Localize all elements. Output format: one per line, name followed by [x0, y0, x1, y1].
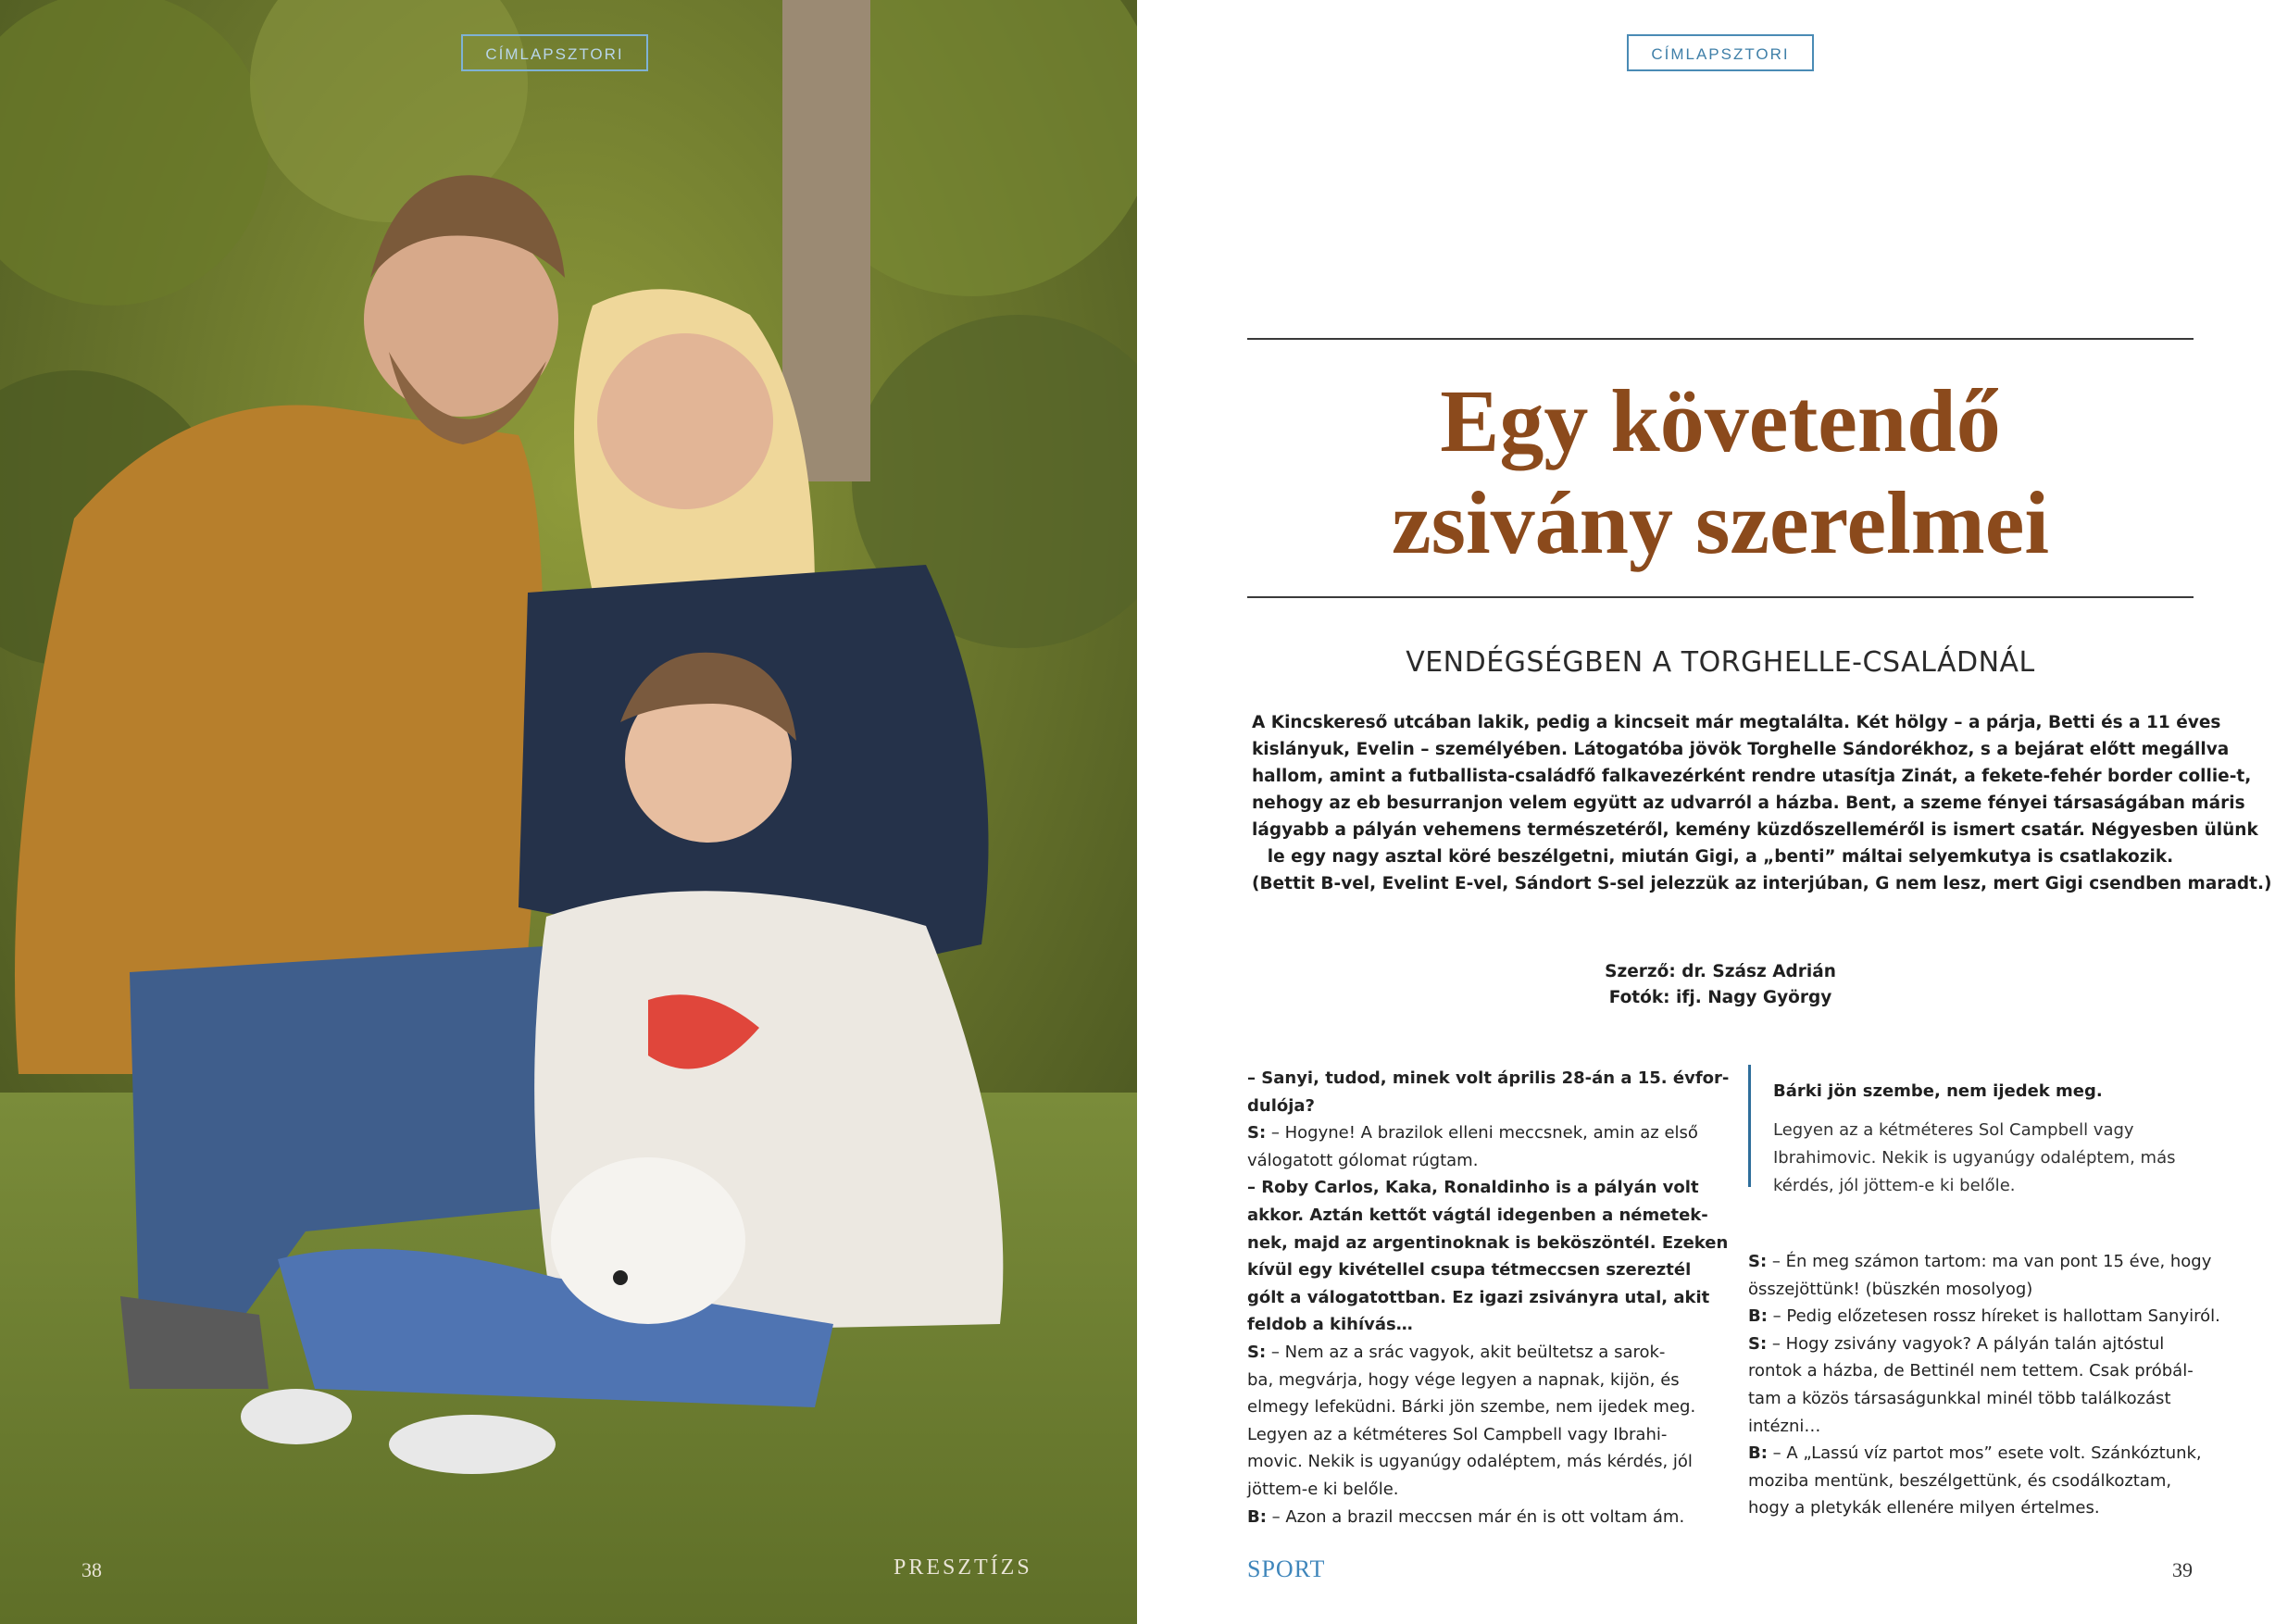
page-number-right: 39: [2172, 1558, 2193, 1581]
speaker-label: B:: [1748, 1443, 1768, 1464]
interview-answer-line: [1748, 1303, 2220, 1330]
interview-answer-line: movic. Nekik is ugyanúgy odaléptem, más kérdés, jól: [1247, 1452, 1693, 1472]
page-number-left: 38: [81, 1558, 102, 1581]
pull-quote-line: kérdés, jól jöttem-e ki belőle.: [1773, 1176, 2016, 1195]
interview-answer-line: [1247, 1339, 1710, 1367]
interview-answer-line: jöttem-e ki belőle.: [1247, 1479, 1399, 1499]
article-column-right: [1748, 1248, 2220, 1522]
lead-line: hallom, amint a futballista-családfő falkavezérként rendre utasítja Zinát, a fekete-fehér border collie-t,: [1252, 767, 2252, 786]
article-column-left: [1247, 1065, 1730, 1530]
article-credits: [1247, 959, 2194, 1011]
answer-text: – Én meg számon tartom: ma van pont 15 éve, hogy: [1767, 1252, 2212, 1271]
lead-line: A Kincskereső utcában lakik, pedig a kincseit már megtalálta. Két hölgy – a párja, Betti és a 11 éves: [1252, 713, 2221, 732]
interview-answer-line: ba, megvárja, hogy vége legyen a napnak, kijön, és: [1247, 1369, 1680, 1390]
interview-question-line: nek, majd az argentinoknak is beköszöntél. Ezeken: [1247, 1232, 1729, 1253]
title-line-1: Egy követendő: [1440, 371, 2001, 470]
title-rule-bottom: [1247, 596, 2194, 598]
lead-line: nehogy az eb besurranjon velem együtt az udvarról a házba. Bent, a szeme fényei társaságában máris: [1252, 793, 2245, 813]
lead-line: lágyabb a pályán vehemens természetéről, kemény küzdőszelleméről is ismert csatár. Négyesben ülünk: [1252, 820, 2258, 840]
interview-answer-line: Legyen az a kétméteres Sol Campbell vagy Ibrahi-: [1247, 1424, 1668, 1444]
interview-question-line: – Roby Carlos, Kaka, Ronaldinho is a pályán volt: [1247, 1178, 1699, 1198]
interview-answer-line: válogatott gólomat rúgtam.: [1247, 1150, 1479, 1170]
interview-answer-line: [1748, 1330, 2202, 1358]
answer-text: – Nem az a srác vagyok, akit beültetsz a sarok-: [1266, 1342, 1666, 1362]
interview-question-line: kívül egy kivétellel csupa tétmeccsen szereztél: [1247, 1260, 1692, 1280]
pull-quote: [1748, 1065, 2194, 1195]
speaker-label: S:: [1748, 1333, 1768, 1354]
article-lead: [1252, 709, 2272, 897]
interview-question-line: gólt a válogatottban. Ez igazi zsiványra utal, akit: [1247, 1287, 1710, 1307]
interview-answer-line: intézni…: [1748, 1416, 1821, 1436]
interview-question-line: dulója?: [1247, 1095, 1315, 1116]
interview-answer-line: rontok a házba, de Bettinél nem tettem. Csak próbál-: [1748, 1361, 2194, 1381]
pull-quote-line: Ibrahimovic. Nekik is ugyanúgy odaléptem, más: [1773, 1148, 2176, 1168]
answer-text: – Hogyne! A brazilok elleni meccsnek, amin az első: [1266, 1123, 1698, 1143]
pull-quote-line: Legyen az a kétméteres Sol Campbell vagy: [1773, 1120, 2134, 1140]
interview-question-line: akkor. Aztán kettőt vágtál idegenben a németek-: [1247, 1205, 1708, 1225]
answer-text: – Hogy zsivány vagyok? A pályán talán ajtóstul: [1767, 1333, 2165, 1354]
interview-answer-line: moziba mentünk, beszélgettünk, és csodálkoztam,: [1748, 1470, 2172, 1491]
magazine-name: PRESZTÍZS: [894, 1555, 1032, 1580]
speaker-label: B:: [1748, 1306, 1768, 1327]
speaker-label: B:: [1247, 1506, 1267, 1527]
author-credit: Szerző: dr. Szász Adrián: [1605, 962, 1836, 981]
interview-answer-line: [1247, 1119, 1710, 1147]
interview-question-line: feldob a kihívás…: [1247, 1315, 1413, 1335]
lead-line: (Bettit B-vel, Evelint E-vel, Sándort S-sel jelezzük az interjúban, G nem lesz, mert Gigi csendben maradt.): [1252, 874, 2272, 893]
speaker-label: S:: [1247, 1342, 1267, 1362]
interview-answer-line: [1748, 1248, 2212, 1276]
title-line-2: zsivány szerelmei: [1391, 473, 2049, 572]
section-tag-right: CÍMLAPSZTORI: [1627, 34, 1814, 71]
cover-photo-page: [0, 0, 1137, 1624]
interview-answer-line: tam a közös társaságunkkal minél több találkozást: [1748, 1388, 2171, 1408]
interview-answer-line: [1748, 1440, 2202, 1468]
interview-question-line: – Sanyi, tudod, minek volt április 28-án a 15. évfor-: [1247, 1068, 1730, 1088]
interview-answer-line: elmegy lefeküdni. Bárki jön szembe, nem ijedek meg.: [1247, 1397, 1696, 1418]
section-name-footer: SPORT: [1247, 1555, 1326, 1582]
answer-text: – Azon a brazil meccsen már én is ott voltam ám.: [1266, 1506, 1685, 1527]
lead-line: kislányuk, Evelin – személyében. Látogatóba jövök Torghelle Sándorékhoz, s a bejárat előtt megállva: [1252, 740, 2230, 759]
pull-quote-body: [1773, 1117, 2175, 1200]
answer-text: – A „Lassú víz partot mos” esete volt. Szánkóztunk,: [1767, 1443, 2202, 1464]
article-subtitle: VENDÉGSÉGBEN A TORGHELLE-CSALÁDNÁL: [1406, 646, 2035, 679]
interview-answer-line: [1247, 1504, 1710, 1531]
title-rule-top: [1247, 338, 2194, 340]
interview-answer-line: összejöttünk! (büszkén mosolyog): [1748, 1279, 2033, 1299]
pull-quote-heading: Bárki jön szembe, nem ijedek meg.: [1773, 1081, 2103, 1101]
family-portrait-photo: [0, 0, 1137, 1624]
answer-text: – Pedig előzetesen rossz híreket is hallottam Sanyiról.: [1767, 1306, 2220, 1327]
section-tag-left: CÍMLAPSZTORI: [461, 34, 648, 71]
lead-line: le egy nagy asztal köré beszélgetni, miután Gigi, a „benti” máltai selyemkutya is csatlakozik.: [1267, 847, 2174, 867]
photo-credit: Fotók: ifj. Nagy György: [1608, 988, 1832, 1007]
speaker-label: S:: [1748, 1252, 1768, 1271]
interview-answer-line: hogy a pletykák ellenére milyen értelmes.: [1748, 1498, 2100, 1518]
speaker-label: S:: [1247, 1123, 1267, 1143]
article-title: [1247, 370, 2194, 574]
